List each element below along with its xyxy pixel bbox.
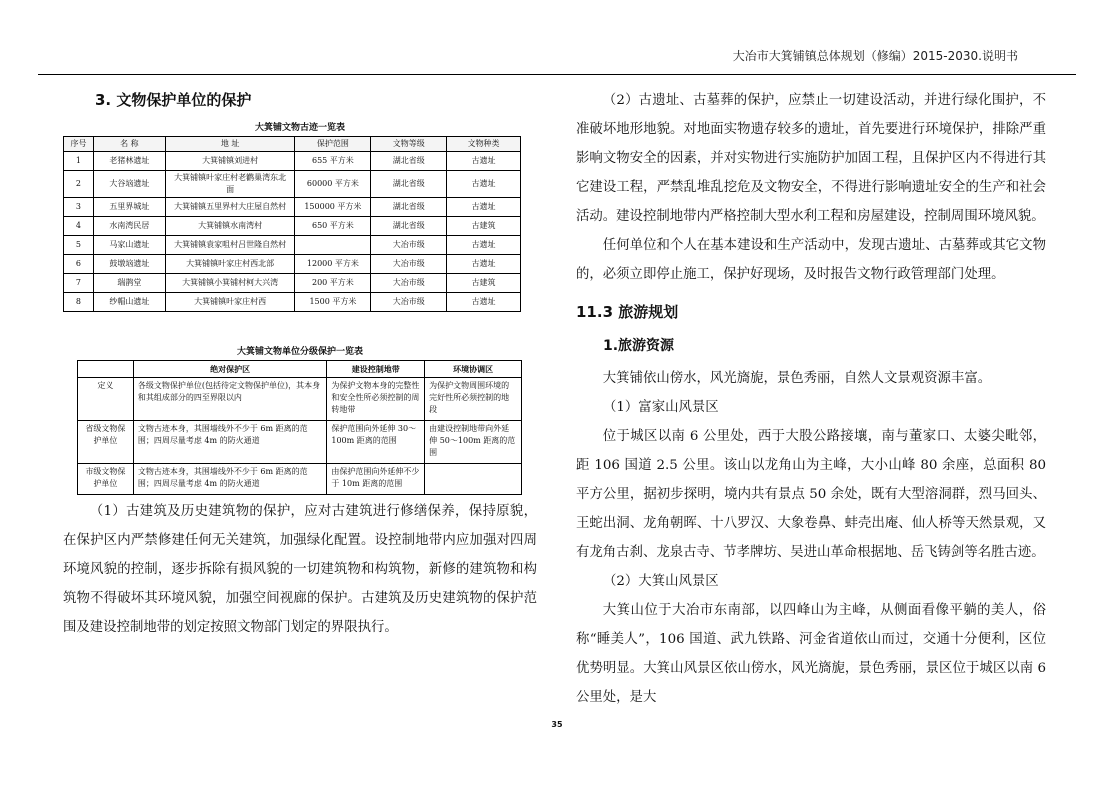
table2-header-cell: 环境协调区: [425, 361, 522, 378]
table-cell: 7: [64, 274, 94, 293]
item-title-dajishan: （2）大箕山风景区: [603, 574, 719, 589]
table-cell: 655 平方米: [295, 152, 371, 171]
table-cell: 2: [64, 171, 94, 198]
table-cell: 大箕铺镇水南湾村: [165, 217, 295, 236]
table-cell: 1500 平方米: [295, 293, 371, 312]
table-row: [64, 236, 521, 255]
table-cell: 古遗址: [447, 152, 521, 171]
page-number: 35: [551, 720, 563, 729]
table-cell: 文物古迹本身，其围墙线外不少于 6m 距离的范围；四周尽量考虑 4m 的防火通道: [133, 464, 327, 495]
table1-header-cell: 地 址: [165, 137, 295, 152]
table-cell: 为保护文物本身的完整性和安全性所必须控制的周转地带: [327, 378, 425, 421]
table-cell: 为保护文物周围环境的完好性所必须控制的地段: [425, 378, 522, 421]
table-cell: 大冶市级: [371, 236, 447, 255]
table1-header-cell: 文物等级: [371, 137, 447, 152]
table-cell: 瑞鹊堂: [93, 274, 165, 293]
paragraph-building-protection: （1）古建筑及历史建筑物的保护，应对古建筑进行修缮保养，保持原貌，在保护区内严禁修建任何无关建筑，加强绿化配置。设控制地带内应加强对四周环境风貌的控制，逐步拆除有损风貌的一切建筑物和构筑物，新修的建筑物和构筑物不得破坏其环境风貌，加强空间视廊的保护。古建筑及历史建筑物的保护范围及建设控制地带的划定按照文物部门划定的界限执行。: [63, 504, 537, 635]
table-row: [64, 274, 521, 293]
table2-header-row: [78, 361, 522, 378]
table-cell: 大箕铺镇小箕铺村柯大兴湾: [165, 274, 295, 293]
table-cell: 保护范围向外延伸 30～100m 距离的范围: [327, 421, 425, 464]
section-heading: 3. 文物保护单位的保护: [95, 91, 252, 109]
header-divider: [38, 74, 1076, 75]
table-cell: 省级文物保护单位: [78, 421, 134, 464]
table-cell: 由建设控制地带向外延伸 50～100m 距离的范围: [425, 421, 522, 464]
table-cell: 鼓墩垴遗址: [93, 255, 165, 274]
table-row: [64, 217, 521, 236]
table2-header-cell: [78, 361, 134, 378]
table-cell: 湖北省级: [371, 198, 447, 217]
table1-header-row: [64, 137, 521, 152]
table-cell: 200 平方米: [295, 274, 371, 293]
table1-caption: 大箕铺文物古迹一览表: [254, 123, 345, 133]
table-cell: 8: [64, 293, 94, 312]
paragraph-discovery-report: 任何单位和个人在基本建设和生产活动中，发现古遗址、古墓葬或其它文物的，必须立即停止施工，保护好现场，及时报告文物行政管理部门处理。: [576, 238, 1046, 282]
table2-header-cell: 绝对保护区: [133, 361, 327, 378]
table-cell: 纱帽山遗址: [93, 293, 165, 312]
table-cell: 1: [64, 152, 94, 171]
table1-header-cell: 文物种类: [447, 137, 521, 152]
table-row: [64, 255, 521, 274]
table-cell: 60000 平方米: [295, 171, 371, 198]
section-heading-tourism: 11.3 旅游规划: [576, 303, 679, 321]
paragraph-fujiashan: 位于城区以南 6 公里处，西于大股公路接壤，南与董家口、太婆尖毗邻，距 106 国道 2.5 公里。该山以龙角山为主峰，大小山峰 80 余座，总面积 80 平方公里，据初步探明，境内共有景点 50 余处，既有大型溶洞群，烈马回头、王蛇出洞、龙角朝晖、十八罗汉、大象卷鼻、蚌壳出庵、仙人桥等天然景观，又有龙角古刹、龙泉古寺、节孝牌坊、吴进山革命根据地、岳飞铸剑等名胜古迹。: [576, 429, 1046, 560]
table-cell: 5: [64, 236, 94, 255]
paragraph-tourism-intro: 大箕铺依山傍水，风光旖旎，景色秀丽，自然人文景观资源丰富。: [602, 371, 992, 386]
table-cell: 湖北省级: [371, 217, 447, 236]
table-cell: 650 平方米: [295, 217, 371, 236]
table-cell: 古遗址: [447, 171, 521, 198]
table-cell: 定义: [78, 378, 134, 421]
table-cell: 大箕铺镇叶家庄村老鹳巢湾东北面: [165, 171, 295, 198]
table-cell: 大谷垴遗址: [93, 171, 165, 198]
table-cell: 大箕铺镇五里界村大庄屋自然村: [165, 198, 295, 217]
table-cell: [295, 236, 371, 255]
table-cell: 古遗址: [447, 255, 521, 274]
table-cell: 4: [64, 217, 94, 236]
table-row: [64, 171, 521, 198]
document-header-title: 大冶市大箕铺镇总体规划（修编）2015-2030.说明书: [732, 49, 1018, 63]
cultural-relics-table: [63, 136, 521, 312]
table-cell: 古遗址: [447, 236, 521, 255]
table2-caption: 大箕铺文物单位分级保护一览表: [236, 347, 363, 357]
table-cell: 市级文物保护单位: [78, 464, 134, 495]
table-cell: 大冶市级: [371, 255, 447, 274]
table-row: [78, 421, 522, 464]
table-cell: [425, 464, 522, 495]
item-title-fujiashan: （1）富家山风景区: [603, 400, 719, 415]
protection-levels-table: [77, 360, 522, 495]
table1-header-cell: 保护范围: [295, 137, 371, 152]
table-cell: 大冶市级: [371, 274, 447, 293]
table-row: [78, 378, 522, 421]
table-row: [64, 293, 521, 312]
table-cell: 12000 平方米: [295, 255, 371, 274]
table-cell: 古建筑: [447, 217, 521, 236]
table-cell: 湖北省级: [371, 152, 447, 171]
table-row: [78, 464, 522, 495]
table-cell: 6: [64, 255, 94, 274]
subheading-tourism-resources: 1.旅游资源: [603, 338, 675, 354]
table-cell: 3: [64, 198, 94, 217]
table-cell: 水南湾民居: [93, 217, 165, 236]
table-cell: 文物古迹本身，其围墙线外不少于 6m 距离的范围；四周尽量考虑 4m 的防火通道: [133, 421, 327, 464]
table-cell: 大冶市级: [371, 293, 447, 312]
paragraph-site-protection: （2）古遗址、古墓葬的保护，应禁止一切建设活动，并进行绿化围护，不准破坏地形地貌。对地面实物遗存较多的遗址，首先要进行环境保护，排除严重影响文物安全的因素，并对实物进行实施防护加固工程，且保护区内不得进行其它建设工程，严禁乱堆乱挖危及文物安全，不得进行影响遗址安全的生产和社会活动。建设控制地带内严格控制大型水利工程和房屋建设，控制周围环境风貌。: [576, 93, 1046, 224]
table-cell: 大箕铺镇叶家庄村西北部: [165, 255, 295, 274]
table-cell: 大箕铺镇叶家庄村西: [165, 293, 295, 312]
table-row: [64, 198, 521, 217]
table-cell: 古建筑: [447, 274, 521, 293]
table1-header-cell: 名 称: [93, 137, 165, 152]
table-cell: 古遗址: [447, 198, 521, 217]
table-cell: 湖北省级: [371, 171, 447, 198]
table1-header-cell: 序号: [64, 137, 94, 152]
table-cell: 古遗址: [447, 293, 521, 312]
table-cell: 马家山遗址: [93, 236, 165, 255]
table2-header-cell: 建设控制地带: [327, 361, 425, 378]
left-column: [63, 86, 537, 642]
table-cell: 各级文物保护单位(包括待定文物保护单位)，其本身和其组成部分的四至界限以内: [133, 378, 327, 421]
table-cell: 五里界城址: [93, 198, 165, 217]
right-column: [576, 86, 1046, 712]
table-cell: 老猪林遗址: [93, 152, 165, 171]
table-row: [64, 152, 521, 171]
paragraph-dajishan: 大箕山位于大冶市东南部，以四峰山为主峰，从侧面看像平躺的美人，俗称“睡美人”，106 国道、武九铁路、河金省道依山而过，交通十分便利，区位优势明显。大箕山风景区依山傍水，风光旖旎，景色秀丽，景区位于城区以南 6 公里处，是大: [576, 603, 1046, 705]
table-cell: 大箕铺镇刘进村: [165, 152, 295, 171]
table-cell: 大箕铺镇袁家咀村吕世隆自然村: [165, 236, 295, 255]
table-cell: 150000 平方米: [295, 198, 371, 217]
table-cell: 由保护范围向外延伸不少于 10m 距离的范围: [327, 464, 425, 495]
